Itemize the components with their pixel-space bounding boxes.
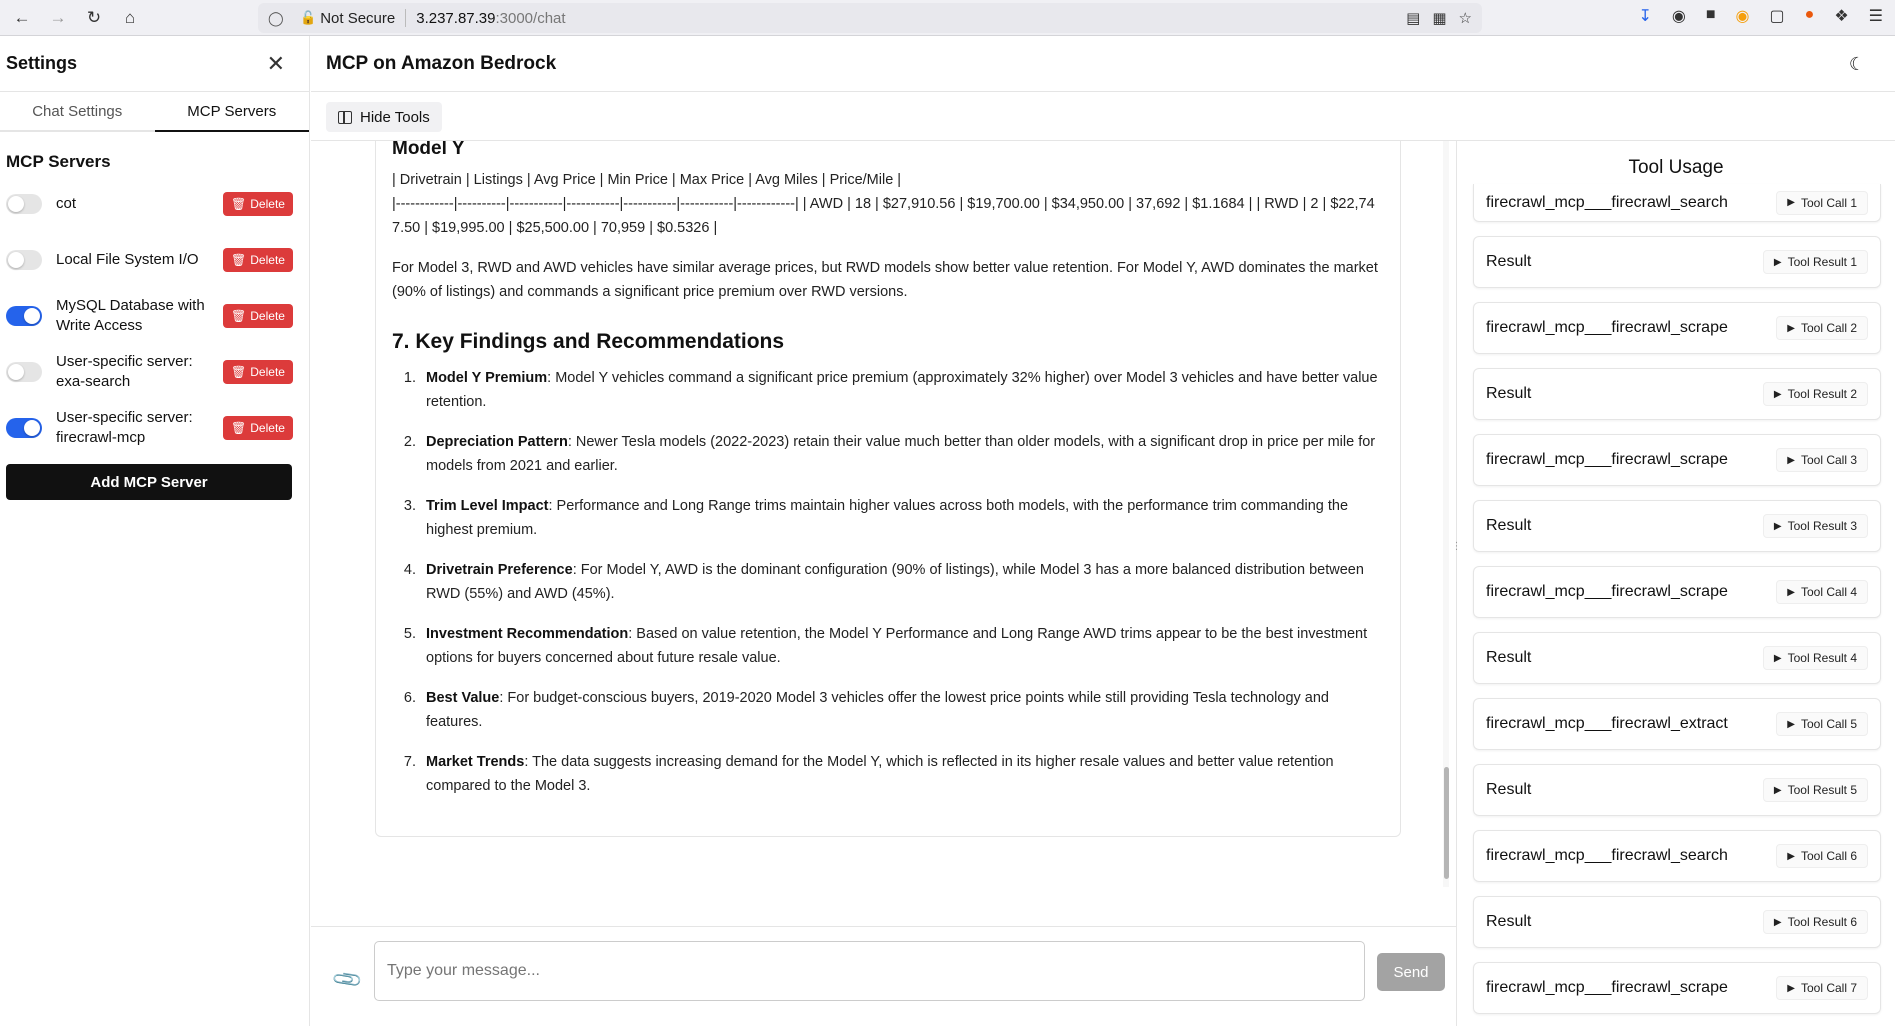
tool-button-label: Tool Call 1 [1800,195,1857,210]
reader-view-icon[interactable]: ▤ [1406,10,1421,27]
tool-usage-item[interactable] [1473,566,1881,618]
tab-chat-settings[interactable]: Chat Settings [32,102,123,120]
play-triangle-icon: ▶ [1787,197,1795,208]
play-triangle-icon: ▶ [1787,718,1795,730]
url-host[interactable]: 3.237.87.39 [416,9,496,27]
urlbar-actions [1406,9,1472,27]
tool-toggle-button[interactable] [1776,448,1868,472]
assistant-message [375,141,1401,837]
server-row [6,352,293,392]
back-arrow-icon[interactable]: ← [13,7,31,27]
server-name: User-specific server: exa-search [56,353,193,390]
tool-toggle-button[interactable] [1776,712,1868,736]
delete-server-button[interactable] [223,248,293,272]
tool-button-label: Tool Result 1 [1787,255,1857,269]
tool-button-label: Tool Call 4 [1800,585,1857,599]
tool-name: Result [1486,517,1532,534]
url-separator [405,9,406,27]
tool-button-label: Tool Call 2 [1800,321,1857,335]
section-title: MCP Servers [6,152,111,171]
dark-mode-moon-icon[interactable]: ☾ [1848,54,1865,74]
delete-server-button[interactable] [223,304,293,328]
tool-usage-item[interactable] [1473,236,1881,288]
finding-label: Depreciation Pattern [426,434,568,450]
message-input[interactable] [374,941,1365,1001]
paperclip-icon[interactable]: 📎 [331,963,365,997]
delete-server-button[interactable] [223,360,293,384]
tool-toggle-button[interactable] [1776,580,1868,604]
finding-item [420,430,1384,478]
delete-server-button[interactable] [223,416,293,440]
settings-sidebar [0,36,310,1026]
tool-button-label: Tool Result 2 [1787,387,1857,401]
hide-tools-button[interactable] [326,102,442,132]
finding-item [420,686,1384,734]
tool-toggle-button[interactable] [1776,844,1868,868]
server-row [6,408,293,448]
tool-usage-item[interactable] [1473,368,1881,420]
server-info [6,194,216,214]
finding-text: : Newer Tesla models (2022-2023) retain their value much better than older models, with a significant drop in price per mile for models from 2021 and earlier. [426,434,1376,474]
add-mcp-server-button[interactable]: Add MCP Server [6,464,292,500]
delete-server-button[interactable] [223,192,293,216]
main-header [311,36,1895,92]
markdown-table-header: | Drivetrain | Listings | Avg Price | Min Price | Max Price | Avg Miles | Price/Mile | [392,172,902,188]
finding-label: Investment Recommendation [426,626,629,642]
container-extension-icon[interactable]: ■ [1705,6,1716,23]
play-triangle-icon: ▶ [1787,586,1795,598]
input-divider [311,926,1456,927]
server-row [6,296,293,336]
tool-toggle-button[interactable] [1763,778,1868,802]
tool-name: firecrawl_mcp___firecrawl_scrape [1486,451,1728,468]
sidebar-header [0,36,309,92]
message-paragraph: For Model 3, RWD and AWD vehicles have similar average prices, but RWD models show better value retention. For Model Y, AWD dominates the market (90% of listings) and commands a significant price premium over RWD versions. [392,260,1378,300]
sidebar-icon[interactable]: ▢ [1769,8,1785,25]
sidebar-title: Settings [6,53,78,73]
server-list [6,184,293,448]
trash-icon: 🗑 [231,253,247,267]
main-area [311,36,1895,1026]
tool-usage-item[interactable] [1473,830,1881,882]
play-triangle-icon: ▶ [1773,520,1782,532]
tool-toggle-button[interactable] [1776,976,1868,1000]
server-name: MySQL Database with Write Access [56,297,205,334]
server-info [6,296,216,336]
tool-button-label: Tool Result 5 [1787,783,1857,797]
finding-item [420,366,1384,414]
finding-label: Best Value [426,690,500,706]
tool-name: firecrawl_mcp___firecrawl_extract [1486,715,1728,732]
server-info [6,352,216,392]
hide-tools-label: Hide Tools [360,108,430,126]
tool-toggle-button[interactable] [1763,250,1868,274]
finding-label: Model Y Premium [426,370,548,386]
finding-text: : For Model Y, AWD is the dominant configuration (90% of listings), while Model 3 has a more balanced distribution between RWD (55%) and AWD (45%). [426,562,1364,602]
tool-name: firecrawl_mcp___firecrawl_scrape [1486,319,1728,336]
tool-name: Result [1486,649,1532,666]
tool-list [1473,184,1881,1026]
tool-toggle-button[interactable] [1776,191,1868,215]
tool-name: firecrawl_mcp___firecrawl_scrape [1486,583,1728,600]
finding-text: : The data suggests increasing demand for the Model Y, which is reflected in its higher resale values and better value retention compared to the Model 3. [426,754,1334,794]
url-path[interactable]: :3000/chat [495,9,566,27]
reload-icon[interactable]: ↻ [86,7,102,27]
send-button[interactable]: Send [1377,953,1445,991]
tool-usage-panel [1457,141,1895,1026]
finding-text: : Performance and Long Range trims maintain higher values across both models, with the performance trim commanding the highest premium. [426,498,1349,538]
tool-usage-item[interactable] [1473,896,1881,948]
tool-button-label: Tool Call 6 [1800,849,1857,863]
tool-usage-item[interactable] [1473,434,1881,486]
server-toggle[interactable] [6,306,42,326]
finding-item [420,494,1384,542]
server-toggle[interactable] [6,418,42,438]
play-triangle-icon: ▶ [1773,388,1782,400]
chat-scrollbar-thumb[interactable] [1444,767,1449,879]
download-icon[interactable]: ↧ [1638,8,1652,25]
server-name: Local File System I/O [56,251,199,268]
chat-messages[interactable] [311,141,1456,887]
message-subheading: Model Y [392,141,465,159]
amazon-extension-icon[interactable]: ◉ [1671,8,1686,25]
chat-column [311,141,1456,1026]
tool-name: Result [1486,913,1532,930]
tool-name: firecrawl_mcp___firecrawl_search [1486,847,1728,864]
mcp-servers-panel [0,132,309,500]
finding-item [420,750,1384,798]
tool-usage-item[interactable] [1473,962,1881,1014]
finding-label: Trim Level Impact [426,498,549,514]
play-triangle-icon: ▶ [1773,652,1782,664]
shield-icon[interactable]: ◯ [268,9,284,26]
extensions-puzzle-icon[interactable]: ❖ [1834,8,1849,25]
tool-usage-item[interactable] [1473,500,1881,552]
tool-button-label: Tool Result 3 [1787,519,1857,533]
tool-usage-item[interactable] [1473,698,1881,750]
finding-text: : Based on value retention, the Model Y Performance and Long Range AWD trims appear to be the best investment options for buyers concerned about future resale value. [426,626,1368,666]
play-triangle-icon: ▶ [1773,256,1782,268]
rss-icon[interactable]: ◉ [1735,8,1750,25]
finding-label: Drivetrain Preference [426,562,573,578]
resize-grip-icon[interactable]: ⋮ [1451,540,1462,552]
server-name: User-specific server: firecrawl-mcp [56,409,193,446]
markdown-table-rows: |------------|----------|-----------|-----------|-----------|-----------|------------| | AWD | 18 | $27,910.56 | $19,700.00 | $34,950.00 | 37,692 | $1.1684 | | RWD | 2 | $22,747.50 | $19,995.00 | $25,500.00 | 70,959 | $0.5326 | [392,196,1375,236]
finding-text: : Model Y vehicles command a significant price premium (approximately 32% higher) over Model 3 vehicles and have better value retention. [426,370,1378,410]
tool-usage-item[interactable] [1473,632,1881,684]
tool-button-label: Tool Result 4 [1787,651,1857,665]
tab-mcp-servers[interactable]: MCP Servers [155,92,310,132]
delete-label: Delete [250,253,285,267]
forward-arrow-icon[interactable]: → [49,7,67,27]
qr-code-icon[interactable]: ▦ [1432,10,1447,27]
tool-toggle-button[interactable] [1763,514,1868,538]
address-bar[interactable] [258,3,1482,33]
play-triangle-icon: ▶ [1787,454,1795,466]
page-title: MCP on Amazon Bedrock [326,52,557,74]
fox-extension-icon[interactable]: ● [1804,6,1815,23]
extension-toolbar [1639,6,1895,26]
browser-toolbar [0,0,1895,36]
tool-name: firecrawl_mcp___firecrawl_scrape [1486,979,1728,996]
trash-icon: 🗑 [231,421,247,435]
trash-icon: 🗑 [231,309,247,323]
finding-item [420,558,1384,606]
finding-item [420,622,1384,670]
server-toggle[interactable] [6,250,42,270]
settings-tabs [0,92,309,132]
tool-usage-item[interactable] [1473,302,1881,354]
server-info [6,408,216,448]
play-triangle-icon: ▶ [1773,916,1782,928]
tool-name: firecrawl_mcp___firecrawl_search [1486,193,1728,211]
tool-toggle-button[interactable] [1763,646,1868,670]
tool-usage-item[interactable] [1473,764,1881,816]
close-icon[interactable]: ✕ [266,50,285,76]
tool-usage-title: Tool Usage [1628,157,1724,178]
play-triangle-icon: ▶ [1787,982,1795,994]
tool-button-label: Tool Result 6 [1787,915,1857,929]
server-row [6,184,293,224]
tool-name: Result [1486,385,1532,402]
bookmark-star-icon[interactable]: ☆ [1458,10,1472,27]
delete-label: Delete [250,365,285,379]
tool-usage-item[interactable] [1473,184,1881,222]
tool-name: Result [1486,253,1532,270]
insecure-lock-icon[interactable]: 🔓 [300,10,317,25]
security-label[interactable]: Not Secure [320,9,396,27]
play-triangle-icon: ▶ [1787,322,1795,334]
server-name: cot [56,195,77,212]
server-info [6,250,216,270]
tool-toggle-button[interactable] [1763,910,1868,934]
finding-label: Market Trends [426,754,525,770]
tool-button-label: Tool Call 3 [1800,453,1857,467]
trash-icon: 🗑 [231,197,247,211]
trash-icon: 🗑 [231,365,247,379]
findings-list [392,366,1384,798]
section-heading: 7. Key Findings and Recommendations [392,330,785,353]
home-icon[interactable]: ⌂ [124,7,136,27]
play-triangle-icon: ▶ [1773,784,1782,796]
panel-icon [338,111,352,124]
delete-label: Delete [250,421,285,435]
menu-hamburger-icon[interactable]: ☰ [1868,8,1883,25]
tool-name: Result [1486,781,1532,798]
tool-button-label: Tool Call 5 [1800,717,1857,731]
delete-label: Delete [250,309,285,323]
tool-button-label: Tool Call 7 [1800,981,1857,995]
server-toggle[interactable] [6,362,42,382]
finding-text: : For budget-conscious buyers, 2019-2020 Model 3 vehicles offer the lowest price points while still providing Tesla technology and features. [426,690,1330,730]
tool-toggle-button[interactable] [1776,316,1868,340]
tool-toggle-button[interactable] [1763,382,1868,406]
play-triangle-icon: ▶ [1787,850,1795,862]
server-row [6,240,293,280]
delete-label: Delete [250,197,285,211]
server-toggle[interactable] [6,194,42,214]
